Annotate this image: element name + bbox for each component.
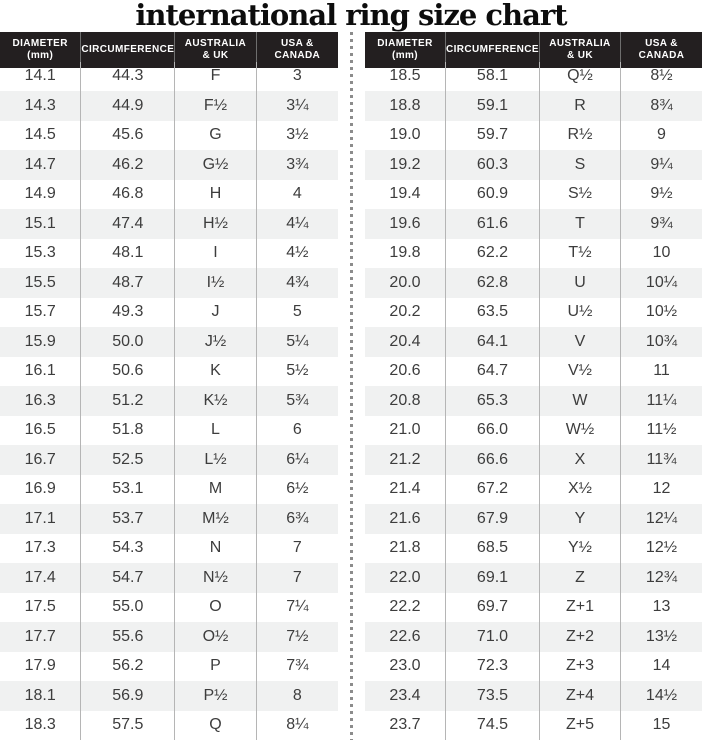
table-cell: H	[175, 180, 256, 210]
ring-size-table-left	[0, 32, 338, 740]
table-cell: 67.2	[446, 475, 540, 505]
column-header: USA & CANADA	[621, 32, 702, 68]
table-cell: 66.0	[446, 416, 540, 446]
table-cell: 69.1	[446, 563, 540, 593]
table-cell: 15.3	[0, 239, 81, 269]
table-cell: 7	[257, 563, 338, 593]
table-cell: 19.6	[365, 209, 446, 239]
table-cell: 9¾	[621, 209, 702, 239]
table-cell: 20.8	[365, 386, 446, 416]
table-cell: U	[540, 268, 621, 298]
table-cell: 56.9	[81, 681, 175, 711]
table-cell: 19.2	[365, 150, 446, 180]
table-cell: 51.8	[81, 416, 175, 446]
table-cell: 6¼	[257, 445, 338, 475]
table-cell: 22.0	[365, 563, 446, 593]
table-cell: K	[175, 357, 256, 387]
table-cell: 14½	[621, 681, 702, 711]
table-cell: 9½	[650, 185, 673, 203]
table-cell: 65.3	[446, 386, 540, 416]
table-cell: 21.6	[365, 504, 446, 534]
table-cell: 50.0	[81, 327, 175, 357]
table-cell: 21.0	[365, 416, 446, 446]
table-cell: 10½	[645, 303, 678, 321]
table-cell: 16.3	[0, 386, 81, 416]
table-cell: G½	[175, 150, 256, 180]
table-cell: Z	[540, 563, 621, 593]
table-cell: 15	[652, 716, 671, 734]
table-cell: W½	[540, 416, 621, 446]
table-cell: 18.8	[365, 91, 446, 121]
table-cell: O	[175, 593, 256, 623]
table-cell: 48.1	[81, 239, 175, 269]
table-cell: 62.2	[446, 239, 540, 269]
table-cell: 15.7	[0, 298, 81, 328]
table-cell: F	[175, 62, 256, 92]
table-cell: 11½	[646, 421, 677, 439]
page-title: international ring size chart	[135, 0, 567, 32]
table-cell: 22.2	[365, 593, 446, 623]
table-cell: Q	[175, 711, 256, 741]
table-cell: 19.0	[365, 121, 446, 151]
table-cell: 66.6	[446, 445, 540, 475]
table-cell: X½	[540, 475, 621, 505]
table-cell: 55.0	[81, 593, 175, 623]
table-cell: 3½	[286, 126, 309, 144]
table-cell: O½	[175, 622, 256, 652]
table-cell: I½	[175, 268, 256, 298]
table-cell: 20.0	[365, 268, 446, 298]
table-cell: 19.8	[365, 239, 446, 269]
table-cell: 7½	[257, 622, 338, 652]
table-cell: 12	[652, 480, 671, 498]
table-cell: N½	[175, 563, 256, 593]
table-cell: 64.7	[446, 357, 540, 387]
table-cell: 14.3	[0, 91, 81, 121]
table-cell: 6	[292, 421, 302, 439]
table-cell: 7¼	[286, 598, 309, 616]
table-cell: 69.7	[446, 593, 540, 623]
table-cell: 4¾	[257, 268, 338, 298]
table-cell: S½	[540, 180, 621, 210]
table-cell: 52.5	[81, 445, 175, 475]
column-header: AUSTRALIA & UK	[175, 32, 256, 68]
table-cell: 5	[292, 303, 302, 321]
table-cell: 68.5	[446, 534, 540, 564]
table-cell: 20.6	[365, 357, 446, 387]
table-cell: 63.5	[446, 298, 540, 328]
table-cell: 19.4	[365, 180, 446, 210]
table-cell: 14.1	[0, 62, 81, 92]
table-cell: 61.6	[446, 209, 540, 239]
table-cell: 3¼	[257, 91, 338, 121]
table-cell: 53.1	[81, 475, 175, 505]
table-cell: 62.8	[446, 268, 540, 298]
table-cell: G	[175, 121, 256, 151]
table-cell: 60.3	[446, 150, 540, 180]
table-cell: Z+4	[540, 681, 621, 711]
table-cell: 5½	[286, 362, 309, 380]
table-cell: 59.1	[446, 91, 540, 121]
table-cell: 17.9	[0, 652, 81, 682]
table-cell: 23.7	[365, 711, 446, 741]
table-cell: 7¾	[286, 657, 309, 675]
table-cell: 8½	[650, 67, 673, 85]
chart-layout	[0, 32, 702, 740]
table-cell: 7	[292, 539, 302, 557]
table-cell: 18.1	[0, 681, 81, 711]
table-cell: 55.6	[81, 622, 175, 652]
table-cell: 8	[257, 681, 338, 711]
table-cell: M½	[175, 504, 256, 534]
table-cell: 21.8	[365, 534, 446, 564]
table-cell: 20.4	[365, 327, 446, 357]
table-cell: N	[175, 534, 256, 564]
table-cell: 58.1	[446, 62, 540, 92]
dotted-divider-line	[350, 32, 353, 740]
table-cell: I	[175, 239, 256, 269]
table-cell: 48.7	[81, 268, 175, 298]
table-cell: 56.2	[81, 652, 175, 682]
column-header: AUSTRALIA & UK	[540, 32, 621, 68]
table-cell: 9¼	[621, 150, 702, 180]
table-cell: 46.8	[81, 180, 175, 210]
table-cell: Y½	[540, 534, 621, 564]
table-cell: 21.2	[365, 445, 446, 475]
table-cell: 18.5	[365, 62, 446, 92]
table-cell: 51.2	[81, 386, 175, 416]
table-cell: J	[175, 298, 256, 328]
table-cell: 9	[657, 126, 666, 144]
table-cell: 14	[652, 657, 671, 675]
table-cell: M	[175, 475, 256, 505]
table-cell: V	[540, 327, 621, 357]
table-cell: 18.3	[0, 711, 81, 741]
table-cell: F½	[175, 91, 256, 121]
table-left-grid	[0, 32, 338, 740]
table-cell: X	[540, 445, 621, 475]
table-cell: 5¼	[257, 327, 338, 357]
column-header: DIAMETER (mm)	[365, 32, 446, 68]
table-cell: Y	[540, 504, 621, 534]
table-cell: 23.0	[365, 652, 446, 682]
table-cell: 4	[292, 185, 302, 203]
table-cell: 11	[653, 362, 670, 380]
table-cell: 4½	[286, 244, 309, 262]
table-cell: 5¾	[257, 386, 338, 416]
table-cell: Z+2	[540, 622, 621, 652]
table-cell: T½	[540, 239, 621, 269]
table-cell: 8¼	[286, 716, 309, 734]
table-cell: U½	[540, 298, 621, 328]
table-cell: 60.9	[446, 180, 540, 210]
table-cell: 8¾	[621, 91, 702, 121]
table-cell: Z+3	[540, 652, 621, 682]
table-cell: 59.7	[446, 121, 540, 151]
table-cell: 16.5	[0, 416, 81, 446]
table-cell: 6¾	[257, 504, 338, 534]
table-cell: 17.5	[0, 593, 81, 623]
table-cell: 74.5	[446, 711, 540, 741]
table-cell: R½	[540, 121, 621, 151]
table-cell: V½	[540, 357, 621, 387]
table-cell: K½	[175, 386, 256, 416]
table-cell: 17.7	[0, 622, 81, 652]
table-cell: 44.3	[81, 62, 175, 92]
table-cell: 45.6	[81, 121, 175, 151]
table-cell: S	[540, 150, 621, 180]
table-cell: 20.2	[365, 298, 446, 328]
table-cell: 16.7	[0, 445, 81, 475]
table-cell: R	[540, 91, 621, 121]
table-cell: 3	[292, 67, 302, 85]
table-cell: 10¾	[621, 327, 702, 357]
table-cell: 11¼	[621, 386, 702, 416]
table-cell: Q½	[540, 62, 621, 92]
table-cell: 11¾	[621, 445, 702, 475]
table-cell: 64.1	[446, 327, 540, 357]
table-cell: 44.9	[81, 91, 175, 121]
table-cell: 16.9	[0, 475, 81, 505]
table-cell: 54.3	[81, 534, 175, 564]
table-cell: 15.1	[0, 209, 81, 239]
table-cell: 17.1	[0, 504, 81, 534]
table-cell: 6½	[286, 480, 309, 498]
table-cell: W	[540, 386, 621, 416]
column-header: CIRCUMFERENCE	[81, 32, 175, 68]
table-cell: L½	[175, 445, 256, 475]
column-header: CIRCUMFERENCE	[446, 32, 540, 68]
table-right-grid	[365, 32, 702, 740]
table-cell: T	[540, 209, 621, 239]
table-cell: 47.4	[81, 209, 175, 239]
table-cell: 21.4	[365, 475, 446, 505]
table-cell: 10¼	[621, 268, 702, 298]
table-cell: L	[175, 416, 256, 446]
table-cell: 10	[652, 244, 671, 262]
table-cell: 17.3	[0, 534, 81, 564]
table-cell: P½	[175, 681, 256, 711]
table-cell: 53.7	[81, 504, 175, 534]
table-cell: 14.9	[0, 180, 81, 210]
table-cell: 57.5	[81, 711, 175, 741]
table-cell: 16.1	[0, 357, 81, 387]
table-cell: 3¾	[257, 150, 338, 180]
table-cell: Z+5	[540, 711, 621, 741]
table-cell: 67.9	[446, 504, 540, 534]
table-cell: 50.6	[81, 357, 175, 387]
table-cell: 4¼	[257, 209, 338, 239]
dotted-divider	[338, 32, 365, 740]
table-cell: 12¾	[621, 563, 702, 593]
table-cell: 13½	[621, 622, 702, 652]
table-cell: Z+1	[540, 593, 621, 623]
table-cell: 22.6	[365, 622, 446, 652]
table-cell: 12¼	[621, 504, 702, 534]
table-cell: 46.2	[81, 150, 175, 180]
ring-size-table-right	[365, 32, 702, 740]
table-cell: 49.3	[81, 298, 175, 328]
table-cell: 23.4	[365, 681, 446, 711]
table-cell: 73.5	[446, 681, 540, 711]
table-cell: 13	[652, 598, 671, 616]
table-cell: J½	[175, 327, 256, 357]
table-cell: 12½	[645, 539, 678, 557]
table-cell: 71.0	[446, 622, 540, 652]
column-header: USA & CANADA	[257, 32, 338, 68]
column-header: DIAMETER (mm)	[0, 32, 81, 68]
table-cell: 72.3	[446, 652, 540, 682]
table-cell: 15.5	[0, 268, 81, 298]
table-cell: 17.4	[0, 563, 81, 593]
table-cell: 14.7	[0, 150, 81, 180]
table-cell: 54.7	[81, 563, 175, 593]
table-cell: H½	[175, 209, 256, 239]
table-cell: P	[175, 652, 256, 682]
table-cell: 14.5	[0, 121, 81, 151]
table-cell: 15.9	[0, 327, 81, 357]
